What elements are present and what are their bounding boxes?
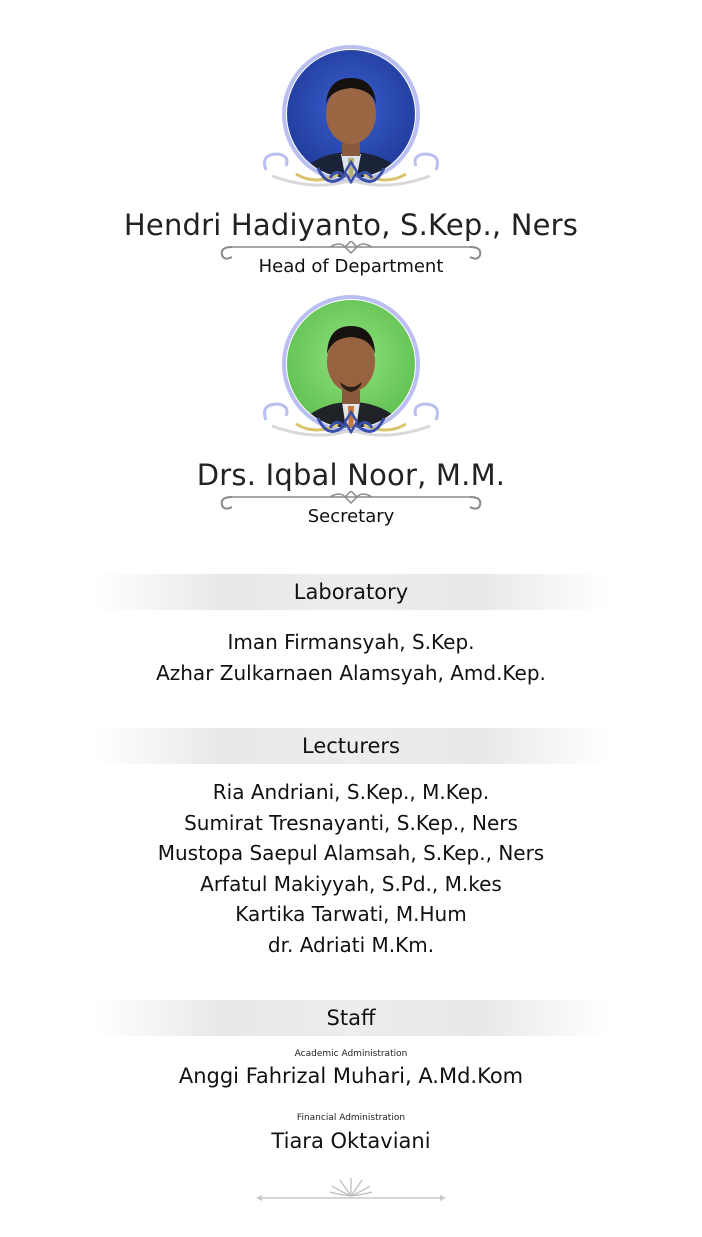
portrait-frame-icon — [256, 42, 446, 192]
portrait-secretary — [256, 292, 446, 442]
portrait-head-of-department — [256, 42, 446, 192]
staff-caption-academic: Academic Administration — [294, 1049, 408, 1059]
leader-role-secretary: Secretary — [307, 506, 395, 527]
list-item: Kartika Tarwati, M.Hum — [235, 902, 467, 927]
staff-caption-financial: Financial Administration — [296, 1113, 406, 1123]
section-title-laboratory: Laboratory — [95, 574, 607, 610]
leader-name-head: Hendri Hadiyanto, S.Kep., Ners — [123, 208, 579, 242]
laboratory-list — [0, 627, 702, 689]
footer-ornament-icon — [254, 1176, 448, 1206]
list-item: Iman Firmansyah, S.Kep. — [227, 630, 475, 654]
section-title-lecturers: Lecturers — [95, 728, 607, 764]
section-title-staff: Staff — [95, 1000, 607, 1036]
list-item: Azhar Zulkarnaen Alamsyah, Amd.Kep. — [156, 661, 546, 685]
list-item: Sumirat Tresnayanti, S.Kep., Ners — [184, 810, 518, 835]
list-item: dr. Adriati M.Km. — [267, 932, 435, 957]
list-item: Mustopa Saepul Alamsah, S.Kep., Ners — [157, 841, 545, 866]
list-item: Ria Andriani, S.Kep., M.Kep. — [212, 780, 490, 804]
staff-name-academic: Anggi Fahrizal Muhari, A.Md.Kom — [178, 1064, 524, 1088]
leader-name-secretary: Drs. Iqbal Noor, M.M. — [196, 458, 506, 492]
list-item: Arfatul Makiyyah, S.Pd., M.kes — [200, 871, 502, 896]
portrait-frame-icon — [256, 292, 446, 442]
staff-name-financial: Tiara Oktaviani — [271, 1129, 431, 1153]
leader-role-head: Head of Department — [258, 256, 444, 277]
lecturers-list — [0, 777, 702, 961]
